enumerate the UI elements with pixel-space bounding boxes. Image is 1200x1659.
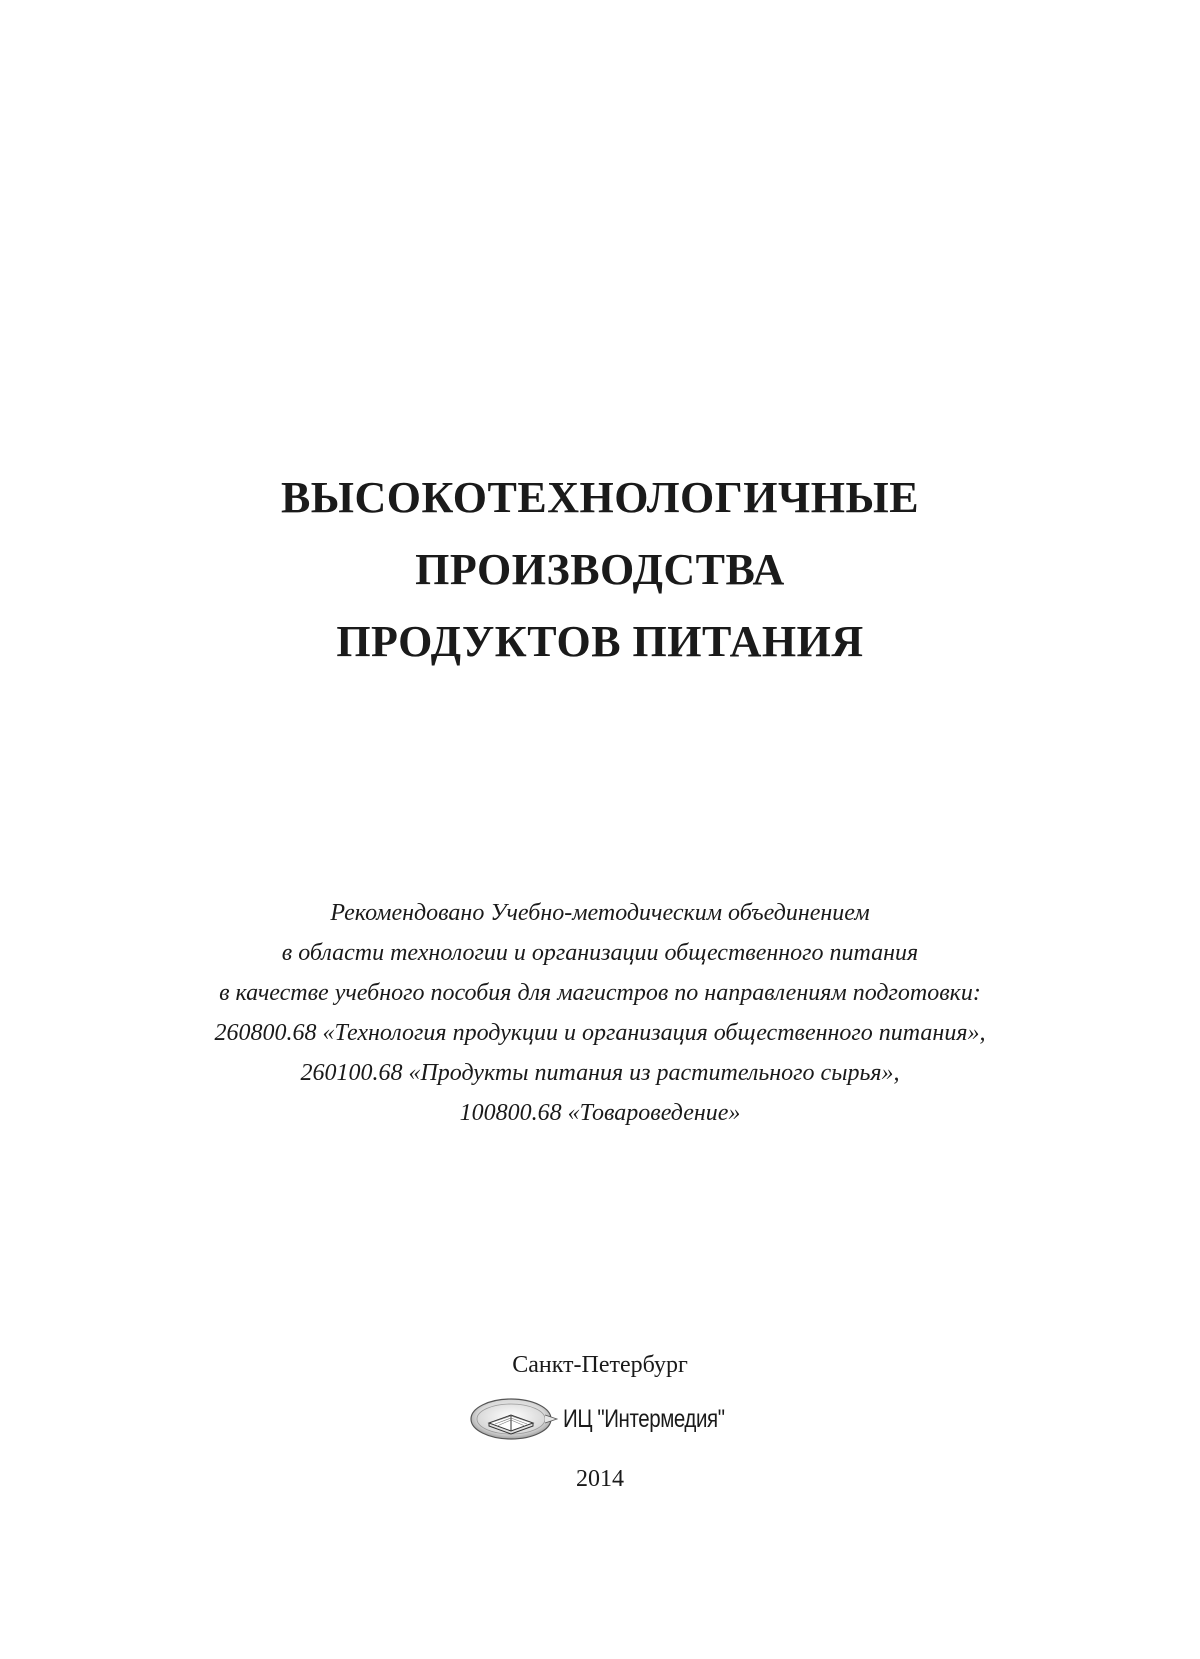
approval-line-2: в области технологии и организации общественного питания xyxy=(281,940,919,966)
publisher-name: ИЦ "Интермедия" xyxy=(563,1404,726,1433)
approval-line-6: 100800.68 «Товароведение» xyxy=(459,1100,741,1126)
title-line-2: ПРОИЗВОДСТВА xyxy=(415,545,785,594)
publisher-row xyxy=(0,1391,1200,1447)
imprint xyxy=(0,1347,1200,1497)
approval-line-5: 260100.68 «Продукты питания из растительного сырья», xyxy=(300,1060,900,1086)
book-title xyxy=(0,462,1200,678)
approval-line-1: Рекомендовано Учебно-методическим объединением xyxy=(330,900,870,926)
title-line-3: ПРОДУКТОВ ПИТАНИЯ xyxy=(336,617,864,666)
approval-line-3: в качестве учебного пособия для магистров по направлениям подготовки: xyxy=(219,980,981,1006)
title-line-1: ВЫСОКОТЕХНОЛОГИЧНЫЕ xyxy=(280,473,920,522)
publication-city: Санкт-Петербург xyxy=(512,1352,688,1378)
approval-line-4: 260800.68 «Технология продукции и организация общественного питания», xyxy=(214,1020,986,1046)
open-book-logo-icon xyxy=(469,1393,559,1445)
approval-statement xyxy=(0,893,1200,1133)
publication-year: 2014 xyxy=(576,1466,624,1492)
